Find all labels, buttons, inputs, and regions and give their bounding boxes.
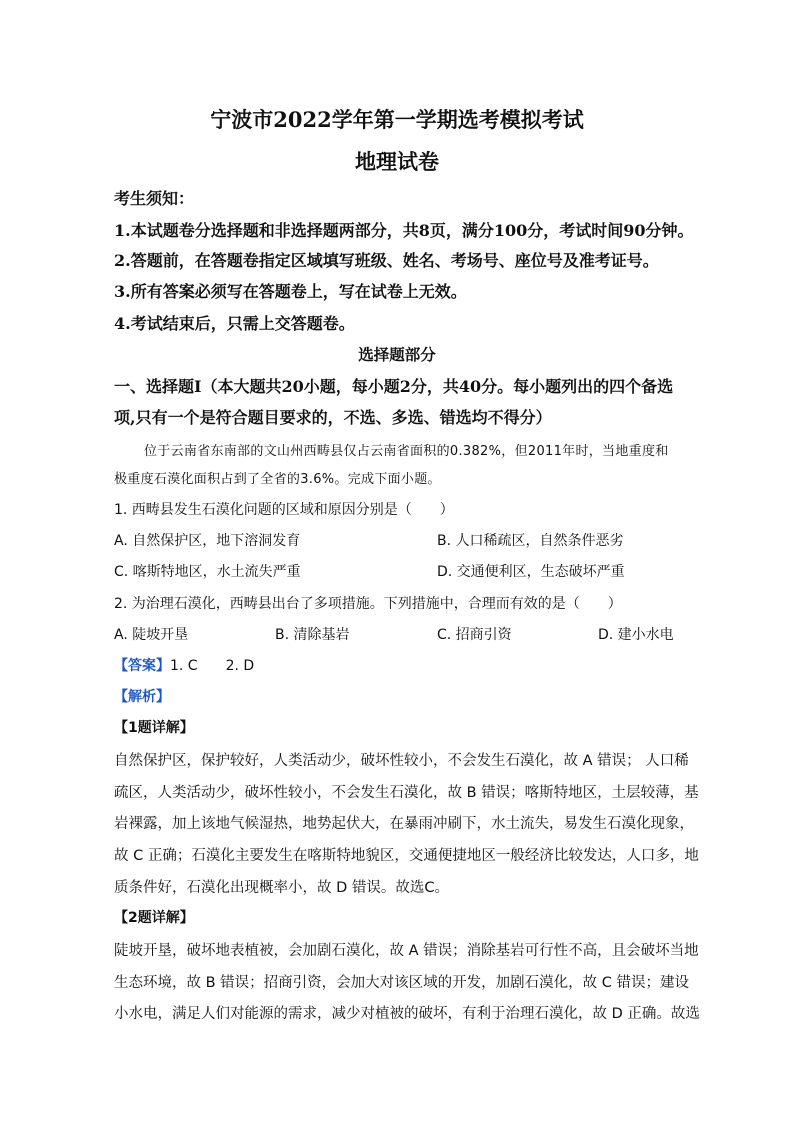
notice-item-4: 4.考试结束后，只需上交答题卷。 (114, 314, 355, 333)
part-heading-line-1: 一、选择题Ⅰ（本大题共20小题，每小题2分，共40分。每小题列出的四个备选 (114, 377, 674, 396)
notice-item-2: 2.答题前，在答题卷指定区域填写班级、姓名、考场号、座位号及准考证号。 (114, 251, 659, 270)
question-1-option-a: A. 自然保护区，地下溶洞发育 (114, 533, 301, 549)
analysis-label: 【解析】 (114, 689, 170, 705)
question-1-stem: 1. 西畴县发生石漠化问题的区域和原因分别是（ ） (114, 502, 454, 518)
detail-1-line-3: 岩裸露，加上该地气候湿热，地势起伏大，在暴雨冲刷下，水土流失，易发生石漠化现象， (114, 816, 694, 832)
answer-text: 1. C 2. D (170, 658, 255, 674)
answer-row (114, 655, 254, 675)
notice-heading: 考生须知： (114, 189, 195, 208)
notice-item-3: 3.所有答案必须写在答题卷上，写在试卷上无效。 (114, 282, 467, 301)
section-title: 选择题部分 (358, 345, 436, 364)
question-2-option-b: B. 清除基岩 (275, 627, 350, 643)
question-1-option-d: D. 交通便利区，生态破坏严重 (437, 564, 625, 580)
detail-1-label: 【1题详解】 (114, 720, 194, 736)
question-2-option-c: C. 招商引资 (437, 627, 512, 643)
question-2-option-d: D. 建小水电 (598, 627, 674, 643)
question-2-option-a: A. 陡坡开垦 (114, 627, 189, 643)
detail-1-line-4: 故 C 正确；石漠化主要发生在喀斯特地貌区，交通便捷地区一般经济比较发达，人口多，地 (114, 848, 699, 864)
question-1-option-b: B. 人口稀疏区，自然条件恶劣 (437, 533, 624, 549)
detail-2-label: 【2题详解】 (114, 910, 194, 926)
answer-label: 【答案】 (114, 658, 170, 674)
detail-2-line-2: 生态环境，故 B 错误；招商引资，会加大对该区域的开发，加剧石漠化，故 C 错误；建设 (114, 975, 690, 991)
passage-line-1: 位于云南省东南部的文山州西畴县仅占云南省面积的0.382%，但2011年时，当地重度和 (144, 444, 669, 459)
question-2-stem: 2. 为治理石漠化，西畴县出台了多项措施。下列措施中，合理而有效的是（ ） (114, 596, 622, 612)
question-1-option-c: C. 喀斯特地区，水土流失严重 (114, 564, 301, 580)
notice-item-1: 1.本试题卷分选择题和非选择题两部分，共8页，满分100分，考试时间90分钟。 (114, 221, 694, 240)
page-subtitle: 地理试卷 (355, 149, 439, 174)
page-title: 宁波市2022学年第一学期选考模拟考试 (210, 107, 584, 132)
detail-2-line-1: 陡坡开垦，破坏地表植被，会加剧石漠化，故 A 错误；消除基岩可行性不高，且会破坏当地 (114, 943, 699, 959)
detail-2-line-3: 小水电，满足人们对能源的需求，减少对植被的破坏，有利于治理石漠化，故 D 正确。故选 (114, 1006, 700, 1022)
analysis-row (114, 686, 170, 706)
detail-1-line-2: 疏区，人类活动少，破坏性较小，不会发生石漠化，故 B 错误；喀斯特地区，土层较薄，基 (114, 785, 699, 801)
detail-1-line-1: 自然保护区，保护较好，人类活动少，破坏性较小，不会发生石漠化，故 A 错误； 人口稀 (114, 753, 689, 769)
detail-1-line-5: 质条件好，石漠化出现概率小，故 D 错误。故选C。 (114, 880, 450, 896)
part-heading-line-2: 项,只有一个是符合题目要求的，不选、多选、错选均不得分） (114, 408, 552, 427)
passage-line-2: 极重度石漠化面积占到了全省的3.6%。完成下面小题。 (114, 472, 441, 487)
